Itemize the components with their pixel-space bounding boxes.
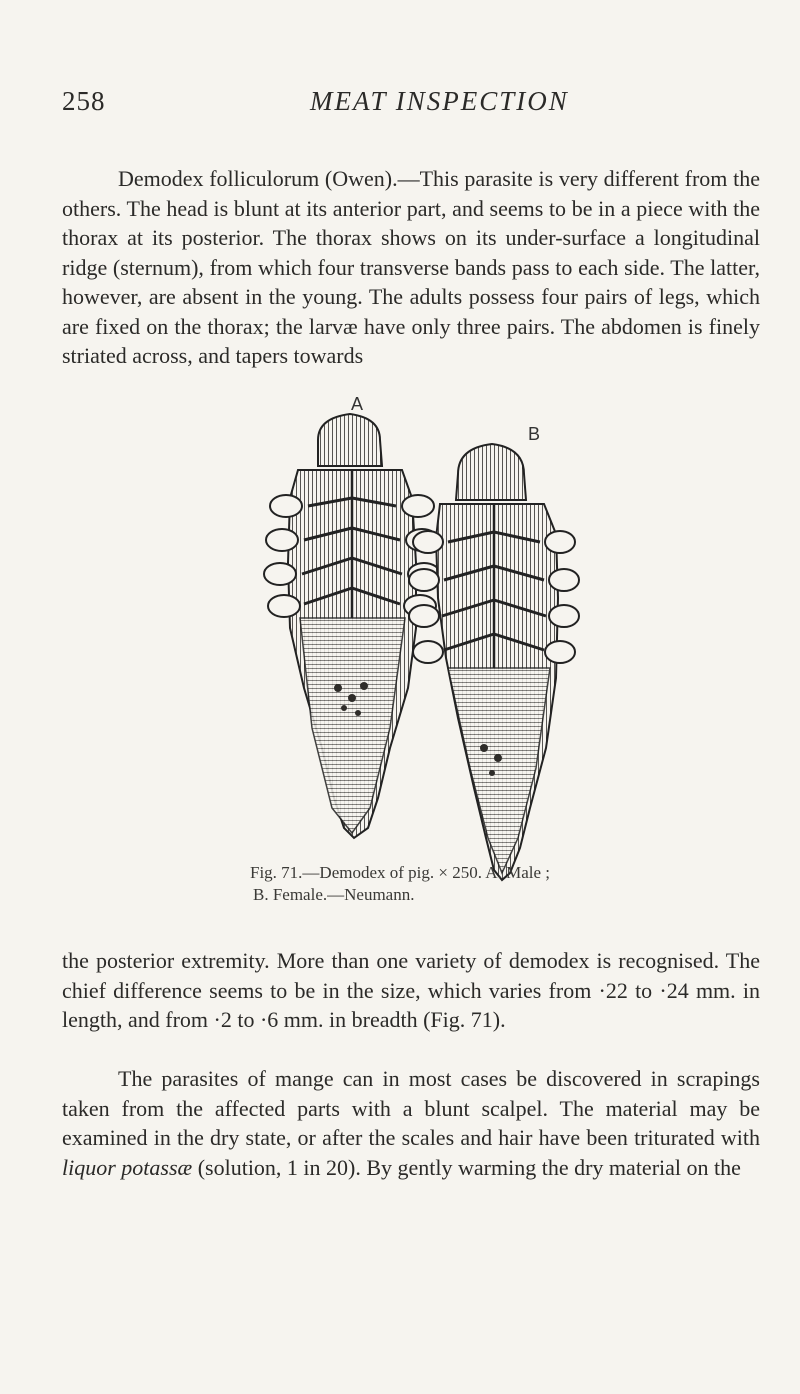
paragraph-text-part: The parasites of mange can in most cases be discovered in scrapings taken from the affected parts with a blunt scalpel. The material may be examined in the dry state, or after the scales and hair have been triturated with [62, 1066, 760, 1150]
caption-line-1: Fig. 71.—Demodex of pig. × 250. A. Male ; [250, 863, 550, 882]
page-number: 258 [62, 86, 106, 116]
italic-term-liquor-potassae: liquor potassæ [62, 1154, 193, 1180]
paragraph-text-part: (solution, 1 in 20). By gently warming the dry material on the [192, 1154, 741, 1180]
figure-demodex-illustration [240, 388, 580, 893]
running-title: MEAT INSPECTION [310, 86, 569, 116]
figure-caption [250, 862, 610, 906]
female-demodex-drawing [409, 444, 579, 880]
page-header [62, 86, 762, 122]
paragraph-demodex-description: Demodex folliculorum (Owen).—This parasite is very different from the others. The head is blunt at its anterior part, and seems to be in a piece with the thorax at its posterior. The thorax shows on its under-surface a longitudinal ridge (sternum), from which four transverse bands pass to each side. The latter, however, are absent in the young. The adults possess four pairs of legs, which are fixed on the thorax; the larvæ have only three pairs. The abdomen is finely striated across, and tapers towards [62, 166, 760, 368]
demodex-drawings [240, 388, 580, 893]
paragraph-mange-examination [62, 1064, 760, 1182]
figure-label-a: A [351, 394, 364, 414]
figure-label-b: B [528, 424, 541, 444]
paragraph-demodex-varieties: the posterior extremity. More than one variety of demodex is recognised. The chief difference seems to be in the size, which varies from ·22 to ·24 mm. in length, and from ·2 to ·6 mm. in breadth (Fig. 71). [62, 948, 760, 1032]
male-demodex-drawing [264, 414, 440, 838]
caption-line-2: B. Female.—Neumann. [253, 885, 415, 904]
